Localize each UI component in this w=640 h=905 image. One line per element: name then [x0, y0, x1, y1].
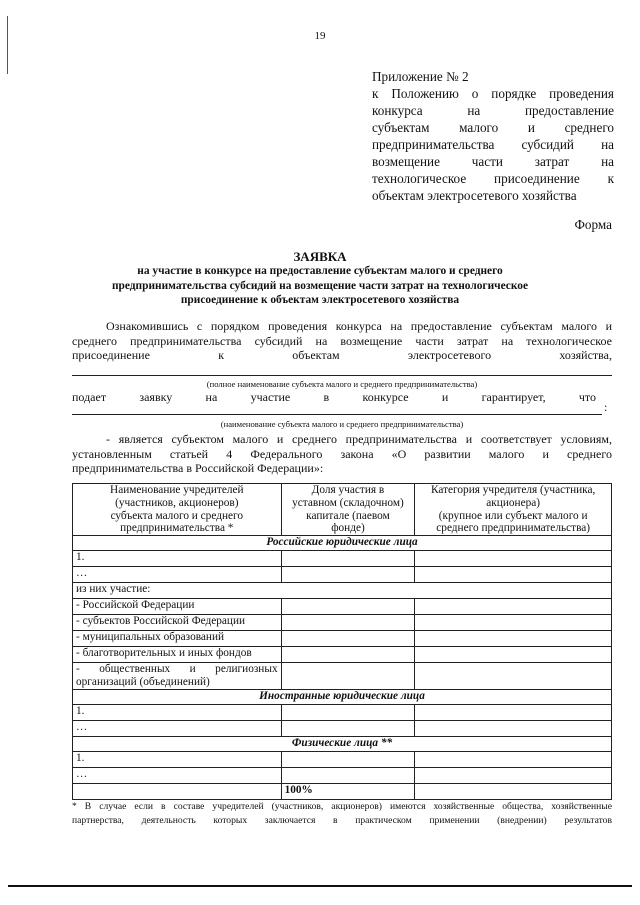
- share-cell: [281, 551, 415, 567]
- category-cell: [415, 615, 612, 631]
- header-line: среднего предпринимательства): [436, 522, 591, 535]
- subtitle-line: на участие в конкурсе на предоставление субъектам малого и среднего: [137, 265, 503, 277]
- share-cell: [281, 631, 415, 647]
- header-line: Доля участия в: [311, 484, 385, 496]
- row-label: 1.: [73, 551, 282, 567]
- total-label-cell: [73, 784, 282, 800]
- appendix-block: [372, 68, 614, 204]
- founders-table: [72, 483, 612, 800]
- header-cell: [73, 484, 282, 536]
- section-row: [73, 536, 612, 551]
- appendix-line: Приложение № 2: [372, 69, 469, 84]
- table-row: [73, 631, 612, 647]
- row-label-line: - общественных и религиозных: [76, 663, 278, 676]
- header-line: предпринимательства *: [120, 522, 234, 535]
- share-cell: [281, 705, 415, 721]
- header-line: акционера): [486, 496, 541, 509]
- margin-rule: [7, 16, 8, 74]
- header-line: уставном (складочном): [292, 496, 404, 509]
- table-row: [73, 647, 612, 663]
- section-row: [73, 690, 612, 705]
- page-number: 19: [314, 30, 326, 42]
- table-row: [73, 768, 612, 784]
- header-line: Категория учредителя (участника,: [431, 484, 596, 496]
- row-label: - муниципальных образований: [73, 631, 282, 647]
- appendix-line: к Положению о порядке проведения: [372, 86, 614, 101]
- header-line: капитале (паевом: [306, 509, 390, 522]
- category-cell: [415, 567, 612, 583]
- header-line: (крупное или субъект малого и: [438, 509, 588, 522]
- colon-mark: :: [604, 400, 608, 414]
- row-label: из них участие:: [73, 583, 612, 599]
- table-row: [73, 752, 612, 768]
- row-label: …: [73, 768, 282, 784]
- fill-in-line: [72, 414, 602, 415]
- intro-line: предпринимательства в Российской Федерации»:: [72, 461, 324, 475]
- row-label-line: организаций (объединений): [76, 676, 210, 689]
- caption-short-name: (наименование субъекта малого и среднего предпринимательства): [220, 419, 464, 429]
- appendix-line: конкурса на предоставление: [372, 103, 614, 118]
- row-label: …: [73, 567, 282, 583]
- share-cell: [281, 721, 415, 737]
- appendix-line: предпринимательства субсидий на: [372, 137, 614, 152]
- table-row: [73, 615, 612, 631]
- row-label: - Российской Федерации: [73, 599, 282, 615]
- table-row: [73, 705, 612, 721]
- section-russian: Российские юридические лица: [73, 536, 612, 551]
- caption-full-name: (полное наименование субъекта малого и среднего предпринимательства): [206, 379, 478, 389]
- category-cell: [415, 721, 612, 737]
- table-row: [73, 551, 612, 567]
- share-cell: [281, 752, 415, 768]
- category-cell: [415, 631, 612, 647]
- appendix-line: объектам электросетевого хозяйства: [372, 188, 577, 203]
- intro-line: установленным статьей 4 Федерального закона «О развитии малого и среднего: [72, 447, 612, 461]
- intro-line: подает заявку на участие в конкурсе и гарантирует, что: [72, 390, 596, 404]
- intro-line: Ознакомившись с порядком проведения конкурса на предоставление субъектам малого и: [106, 319, 612, 333]
- subtitle-line: присоединение к объектам электросетевого хозяйства: [180, 294, 460, 306]
- category-cell: [415, 647, 612, 663]
- row-label: [73, 663, 282, 690]
- table-row: [73, 663, 612, 690]
- share-cell: [281, 567, 415, 583]
- footnote: [72, 800, 612, 827]
- footnote-line: партнерства, деятельность которых заключается в практическом применении (внедрении) результатов: [72, 814, 612, 826]
- intro-line: присоединение к объектам электросетевого хозяйства,: [72, 348, 612, 362]
- category-cell: [415, 663, 612, 690]
- total-row: [73, 784, 612, 800]
- share-cell: [281, 663, 415, 690]
- header-line: фонде): [331, 522, 365, 535]
- category-cell: [415, 768, 612, 784]
- table-row: [73, 599, 612, 615]
- header-line: Наименование учредителей: [110, 484, 244, 496]
- category-cell: [415, 551, 612, 567]
- footnote-line: * В случае если в составе учредителей (участников, акционеров) имеются хозяйственные общества, хозяйственные: [72, 801, 612, 812]
- category-cell: [415, 705, 612, 721]
- row-label: - благотворительных и иных фондов: [73, 647, 282, 663]
- share-cell: [281, 647, 415, 663]
- row-label: …: [73, 721, 282, 737]
- table-row: [73, 567, 612, 583]
- section-row: [73, 737, 612, 752]
- section-individuals: Физические лица **: [73, 737, 612, 752]
- share-cell: [281, 615, 415, 631]
- subtitle-line: предпринимательства субсидий на возмещение части затрат на технологическое: [111, 279, 528, 292]
- row-label: 1.: [73, 752, 282, 768]
- category-cell: [415, 752, 612, 768]
- appendix-line: субъектам малого и среднего: [372, 120, 614, 135]
- header-line: субъекта малого и среднего: [110, 509, 244, 522]
- table-row: [73, 721, 612, 737]
- intro-line: среднего предпринимательства субсидий на возмещение части затрат на технологическое: [72, 334, 612, 348]
- section-foreign: Иностранные юридические лица: [73, 690, 612, 705]
- document-subtitle: [90, 264, 550, 308]
- appendix-line: возмещение части затрат на: [372, 154, 614, 169]
- header-cell: [281, 484, 415, 536]
- form-label: Форма: [574, 217, 612, 232]
- share-cell: [281, 768, 415, 784]
- table-header-row: [73, 484, 612, 536]
- category-cell: [415, 599, 612, 615]
- fill-in-line: [72, 375, 612, 376]
- table-row: [73, 583, 612, 599]
- header-cell: [415, 484, 612, 536]
- intro-line: - является субъектом малого и среднего предпринимательства и соответствует условиям,: [106, 432, 612, 446]
- total-share: 100%: [281, 784, 415, 800]
- row-label: 1.: [73, 705, 282, 721]
- row-label: - субъектов Российской Федерации: [73, 615, 282, 631]
- share-cell: [281, 599, 415, 615]
- header-line: (участников, акционеров): [115, 496, 239, 509]
- page-bottom-rule: [8, 885, 632, 887]
- document-title: ЗАЯВКА: [293, 249, 347, 264]
- category-cell: [415, 784, 612, 800]
- appendix-line: технологическое присоединение к: [372, 171, 614, 186]
